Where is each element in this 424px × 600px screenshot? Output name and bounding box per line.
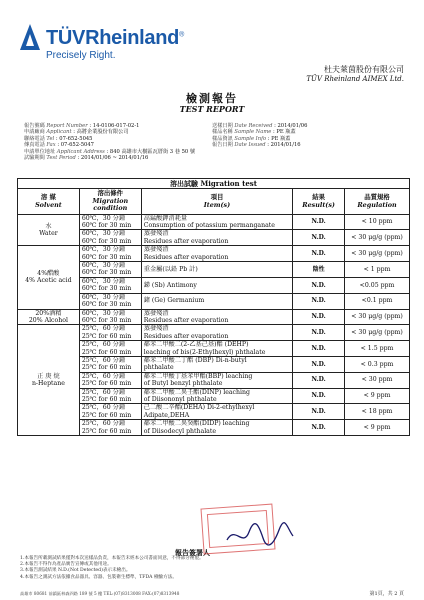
result-cell: N.D. <box>293 404 345 420</box>
condition-cell: 60℃，30 分鐘 60℃ for 30 min <box>79 293 141 309</box>
item-cell: 鄰苯二甲酸二異壬酯(DINP) leaching of Diisononyl phthalate <box>141 388 292 404</box>
item-cell: 銻 (Sb) Antimony <box>141 277 292 293</box>
note-1: 1.本報告所載測試結果僅對本次送樣品負責，本報告未經本公司書面同意，不得部分複製。 <box>20 556 204 561</box>
item-cell: 鍺 (Ge) Germanium <box>141 293 292 309</box>
condition-cell: 25℃，60 分鐘 25℃ for 60 min <box>79 356 141 372</box>
table-header-row <box>18 189 410 214</box>
info-date-issued: 報告日期 Date Issued : 2014/01/16 <box>212 142 301 149</box>
item-cell: 重金屬(以鉛 Pb 計) <box>141 262 292 278</box>
item-cell: 蒸發殘渣 Residues after evaporation <box>141 309 292 325</box>
condition-cell: 25℃，60 分鐘 25℃ for 60 min <box>79 420 141 436</box>
info-fax: 傳真電話 Fax : 07-652-5047 <box>24 142 94 149</box>
company-name-cn: 杜夫萊茵股份有限公司 <box>324 65 404 74</box>
page-number: 第1頁，共 2 頁 <box>369 591 404 597</box>
result-cell: N.D. <box>293 420 345 436</box>
item-cell: 鄰苯二甲酸二異癸酯(DIDP) leaching of Diisodecyl phthalate <box>141 420 292 436</box>
migration-test-table <box>17 178 410 436</box>
info-report-no: 報告號碼 Report Number : 14-0106-017-02-1 <box>24 123 140 129</box>
item-cell: 蒸發殘渣 Residues after evaporation <box>141 230 292 246</box>
result-cell: N.D. <box>293 309 345 325</box>
item-cell: 蒸發殘渣 Residues after evaporation <box>141 246 292 262</box>
result-cell: N.D. <box>293 388 345 404</box>
regulation-cell: < 30 μg/g (ppm) <box>345 230 410 246</box>
brand-tagline: Precisely Right. <box>46 50 116 61</box>
info-sample-name: 樣品名稱 Sample Name : PE 瓶蓋 <box>212 129 296 136</box>
solvent-cell: 4%醋酸 4% Acetic acid <box>18 246 80 309</box>
info-applicant: 申請廠商 Applicant : 高將企業股份有限公司 <box>24 129 129 136</box>
regulation-cell: < 0.3 ppm <box>345 356 410 372</box>
table-row <box>18 246 410 262</box>
result-cell: 陰性 <box>293 262 345 278</box>
item-cell: 己二酸二辛酯(DEHA) Di-2-ethylhexyl Adipate,DEHA <box>141 404 292 420</box>
signature-image <box>225 520 295 550</box>
regulation-cell: < 18 ppm <box>345 404 410 420</box>
item-cell: 鄰苯二甲酸二(2-乙基己基)酯 (DEHP) leaching of bis(2-Ethylhexyl) phthalate <box>141 341 292 357</box>
company-address-line: 高雄市 80681 前鎮區林森四路 189 號 5 樓 TEL:(07)8313008 FAX:(07)8313948 <box>20 591 180 596</box>
regulation-cell: < 10 ppm <box>345 214 410 230</box>
regulation-cell: < 30 μg/g (ppm) <box>345 309 410 325</box>
info-right <box>212 123 307 149</box>
regulation-cell: < 30 ppm <box>345 372 410 388</box>
regulation-cell: < 30 μg/g (ppm) <box>345 246 410 262</box>
item-cell: 鄰苯二甲酸二丁酯 (DBP) Di-n-butyl phthalate <box>141 356 292 372</box>
condition-cell: 25℃，60 分鐘 25℃ for 60 min <box>79 404 141 420</box>
table-row <box>18 214 410 230</box>
condition-cell: 25℃，60 分鐘 25℃ for 60 min <box>79 341 141 357</box>
info-tel: 聯絡電話 Tel : 07-652-5045 <box>24 135 93 142</box>
solvent-cell: 正 庚 烷 n-Heptane <box>18 325 80 436</box>
table-row <box>18 325 410 341</box>
report-title-en: TEST REPORT <box>179 104 245 114</box>
condition-cell: 25℃，60 分鐘 25℃ for 60 min <box>79 372 141 388</box>
signer-label: 報告簽署人 <box>175 548 210 557</box>
company-name-en: TÜV Rheinland AIMEX Ltd. <box>306 75 404 83</box>
info-sample-info: 樣品資訊 Sample Info : PE 瓶蓋 <box>212 135 291 142</box>
info-date-received: 送樣日期 Date Received : 2014/01/06 <box>212 123 308 129</box>
item-cell: 蒸發殘渣 Residues after evaporation <box>141 325 292 341</box>
condition-cell: 60℃，30 分鐘 60℃ for 30 min <box>79 230 141 246</box>
condition-cell: 25℃，60 分鐘 25℃ for 60 min <box>79 325 141 341</box>
result-cell: N.D. <box>293 230 345 246</box>
result-cell: N.D. <box>293 246 345 262</box>
note-2: 2.本報告不得作為產品廣告宣傳或其他用途。 <box>20 562 112 568</box>
condition-cell: 60℃，30 分鐘 60℃ for 30 min <box>79 277 141 293</box>
regulation-cell: <0.05 ppm <box>345 277 410 293</box>
regulation-cell: < 1.5 ppm <box>345 341 410 357</box>
tuv-logo-inner <box>26 34 34 46</box>
report-notes <box>20 556 410 581</box>
result-cell: N.D. <box>293 325 345 341</box>
section-title: 溶出試驗 Migration test <box>18 179 410 189</box>
regulation-cell: < 30 μg/g (ppm) <box>345 325 410 341</box>
result-cell: N.D. <box>293 356 345 372</box>
brand-name: TÜVRheinland® <box>46 27 184 49</box>
condition-cell: 60℃，30 分鐘 60℃ for 30 min <box>79 262 141 278</box>
result-cell: N.D. <box>293 277 345 293</box>
item-cell: 鄰苯二甲酸丁基苯甲酯(BBP) leaching of Butyl benzyl phthalate <box>141 372 292 388</box>
info-period: 試驗期間 Test Period : 2014/01/06 ~ 2014/01/16 <box>24 155 149 162</box>
header-condition: 溶出條件 Migration condition <box>79 189 141 214</box>
note-3: 3.本報告測試結果 N.D.(Not Detected)表示未檢出。 <box>20 568 131 574</box>
result-cell: N.D. <box>293 214 345 230</box>
result-cell: N.D. <box>293 341 345 357</box>
regulation-cell: < 9 ppm <box>345 420 410 436</box>
condition-cell: 25℃，60 分鐘 25℃ for 60 min <box>79 388 141 404</box>
report-title-cn: 檢測報告 <box>186 92 238 105</box>
condition-cell: 60℃，30 分鐘 60℃ for 30 min <box>79 214 141 230</box>
table-row <box>18 309 410 325</box>
condition-cell: 60℃，30 分鐘 60℃ for 30 min <box>79 309 141 325</box>
result-cell: N.D. <box>293 372 345 388</box>
header-item: 項目 Item(s) <box>141 189 292 214</box>
regulation-cell: <0.1 ppm <box>345 293 410 309</box>
header-solvent: 溶 媒 Solvent <box>18 189 80 214</box>
info-address: 申請單位地址 Applicant Address : 840 高雄市大樹區瓦厝街 3 巷 50 號 <box>24 148 196 155</box>
condition-cell: 60℃，30 分鐘 60℃ for 30 min <box>79 246 141 262</box>
item-cell: 高錳酸鉀消耗量 Consumption of potassium permanganate <box>141 214 292 230</box>
solvent-cell: 20%酒精 20% Alcohol <box>18 309 80 325</box>
header-result: 結果 Result(s) <box>293 189 345 214</box>
regulation-cell: < 9 ppm <box>345 388 410 404</box>
solvent-cell: 水 Water <box>18 214 80 246</box>
result-cell: N.D. <box>293 293 345 309</box>
note-4: 4.本報告之測試方法依據食品器具、容器、包裝衛生標準，TFDA 檢驗方法。 <box>20 574 177 580</box>
regulation-cell: < 1 ppm <box>345 262 410 278</box>
info-left <box>24 123 195 161</box>
header-regulation: 品質規格 Regulation <box>345 189 410 214</box>
